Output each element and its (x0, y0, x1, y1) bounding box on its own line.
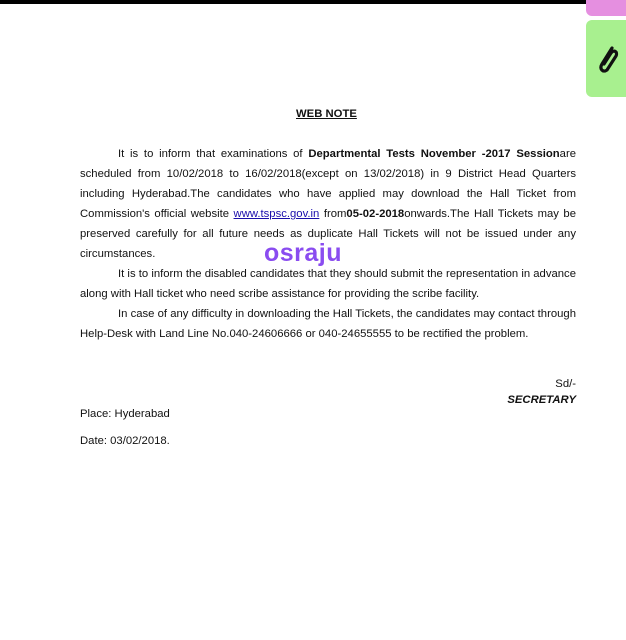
designation: SECRETARY (507, 394, 576, 406)
para1-text-2: are scheduled from 10/02/2018 to 16/02/2018(except on 13/02/2018) in 9 District Head Quarters including Hyderabad.The candidates who have applied may download the Hall Ticket from Commission's official website (80, 148, 576, 220)
session-name: Departmental Tests November -2017 Session (308, 148, 560, 160)
watermark-text: osraju (264, 239, 343, 267)
paragraph-help-desk (80, 304, 576, 344)
date-line: Date: 03/02/2018. (80, 435, 170, 447)
notice-title: WEB NOTE (296, 108, 357, 120)
para1-text-3: from (319, 208, 347, 220)
para1-text-4: onwards.The Hall Tickets may be preserved carefully for all future needs as duplicate Hall Tickets will not be issued under any circumstances. (80, 208, 576, 260)
paperclip-icon (596, 42, 620, 78)
para3-text: In case of any difficulty in downloading the Hall Tickets, the candidates may contact through Help-Desk with Land Line No.040-24606666 or 040-24655555 to be rectified the problem. (80, 308, 576, 340)
paragraph-disabled-candidates (80, 264, 576, 304)
para2-text: It is to inform the disabled candidates that they should submit the representation in advance along with Hall ticket who need scribe assistance for providing the scribe facility. (80, 268, 576, 300)
pink-side-tab[interactable] (586, 0, 626, 16)
attachment-side-tab[interactable] (586, 20, 626, 97)
signature-mark: Sd/- (555, 378, 576, 390)
para1-text-1: It is to inform that examinations of (118, 148, 309, 160)
download-start-date: 05-02-2018 (346, 208, 405, 220)
place-line: Place: Hyderabad (80, 408, 170, 420)
top-status-bar (0, 0, 626, 4)
website-link[interactable]: www.tspsc.gov.in (233, 208, 320, 220)
